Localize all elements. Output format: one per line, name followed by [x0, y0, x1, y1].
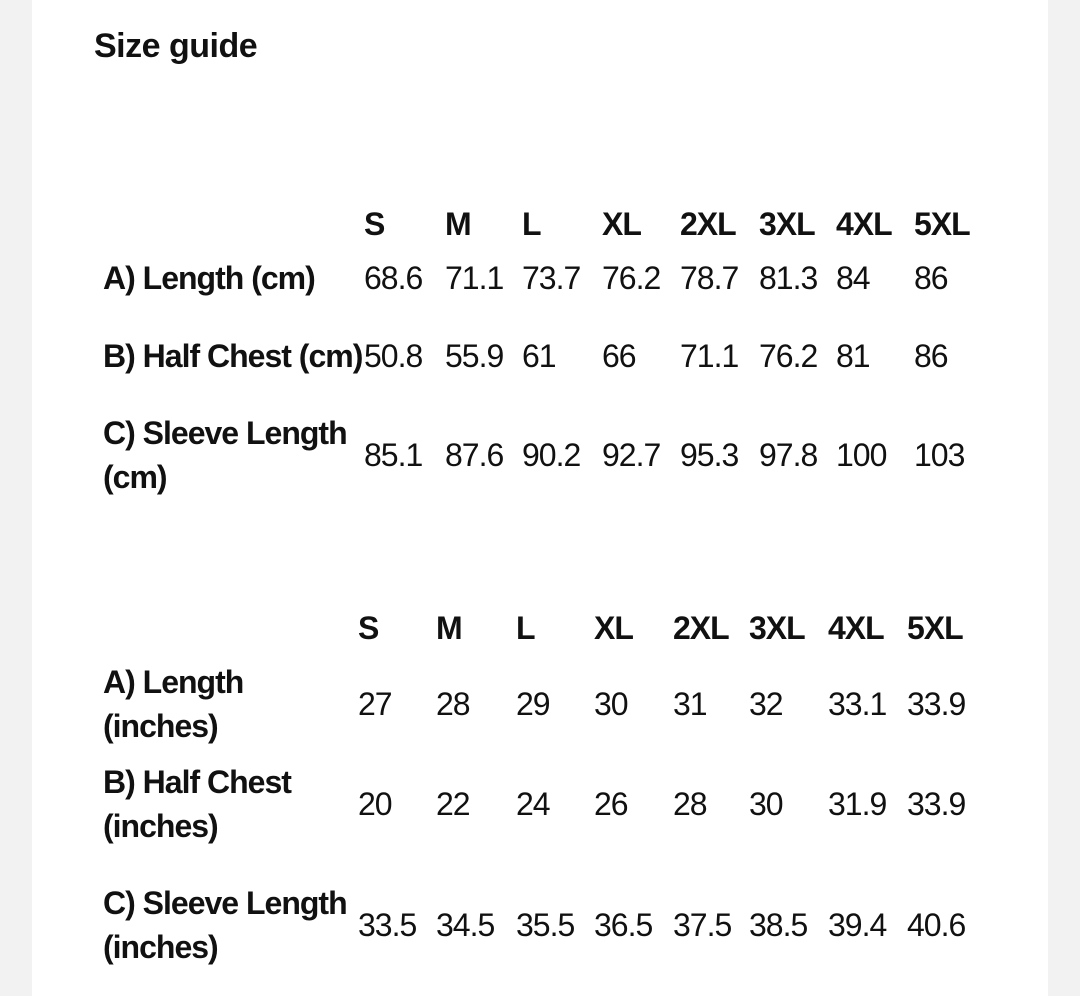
size-header: 4XL	[836, 205, 892, 242]
value-cell: 73.7	[522, 259, 581, 296]
measurement-row-sleeve-length	[103, 854, 997, 996]
value-cell: 27	[358, 685, 392, 722]
corner-cell	[103, 602, 358, 654]
measurement-row-sleeve-length	[103, 406, 1004, 504]
value-cell: 71.1	[445, 259, 504, 296]
size-header: L	[522, 205, 541, 242]
size-table-inches	[103, 602, 997, 996]
row-label: B) Half Chest (cm)	[103, 338, 363, 374]
value-cell: 33.1	[828, 685, 887, 722]
size-header: 5XL	[914, 205, 970, 242]
measurement-row-length	[103, 654, 997, 754]
size-header: 3XL	[759, 205, 815, 242]
value-cell: 33.9	[907, 785, 966, 822]
value-cell: 84	[836, 259, 870, 296]
value-cell: 33.9	[907, 685, 966, 722]
value-cell: 81.3	[759, 259, 818, 296]
measurement-row-length	[103, 250, 1004, 306]
value-cell: 103	[914, 436, 965, 473]
size-header: 5XL	[907, 609, 963, 646]
value-cell: 68.6	[364, 259, 423, 296]
value-cell: 32	[749, 685, 783, 722]
size-header: XL	[594, 609, 633, 646]
value-cell: 76.2	[602, 259, 661, 296]
size-header: S	[358, 609, 379, 646]
row-label: C) Sleeve Length (cm)	[103, 415, 347, 495]
value-cell: 78.7	[680, 259, 739, 296]
size-header: 2XL	[673, 609, 729, 646]
row-label: A) Length (cm)	[103, 260, 315, 296]
value-cell: 55.9	[445, 337, 504, 374]
value-cell: 87.6	[445, 436, 504, 473]
size-header: M	[436, 609, 462, 646]
value-cell: 81	[836, 337, 870, 374]
size-header: XL	[602, 205, 641, 242]
value-cell: 92.7	[602, 436, 661, 473]
value-cell: 39.4	[828, 906, 887, 943]
size-header: 2XL	[680, 205, 736, 242]
value-cell: 28	[436, 685, 470, 722]
value-cell: 34.5	[436, 906, 495, 943]
page-title: Size guide	[94, 27, 258, 65]
value-cell: 90.2	[522, 436, 581, 473]
value-cell: 30	[749, 785, 783, 822]
value-cell: 37.5	[673, 906, 732, 943]
value-cell: 28	[673, 785, 707, 822]
value-cell: 29	[516, 685, 550, 722]
size-header-row	[103, 602, 997, 654]
value-cell: 86	[914, 259, 948, 296]
value-cell: 35.5	[516, 906, 575, 943]
value-cell: 95.3	[680, 436, 739, 473]
value-cell: 66	[602, 337, 636, 374]
value-cell: 71.1	[680, 337, 739, 374]
value-cell: 26	[594, 785, 628, 822]
measurement-row-half-chest	[103, 306, 1004, 406]
value-cell: 38.5	[749, 906, 808, 943]
size-header: L	[516, 609, 535, 646]
size-header: S	[364, 205, 385, 242]
size-guide-card	[32, 0, 1048, 996]
row-label: C) Sleeve Length (inches)	[103, 885, 347, 965]
row-label: A) Length (inches)	[103, 664, 244, 744]
value-cell: 61	[522, 337, 556, 374]
size-header: M	[445, 205, 471, 242]
size-header: 4XL	[828, 609, 884, 646]
value-cell: 40.6	[907, 906, 966, 943]
value-cell: 22	[436, 785, 470, 822]
value-cell: 36.5	[594, 906, 653, 943]
value-cell: 86	[914, 337, 948, 374]
value-cell: 30	[594, 685, 628, 722]
value-cell: 76.2	[759, 337, 818, 374]
size-header: 3XL	[749, 609, 805, 646]
value-cell: 50.8	[364, 337, 423, 374]
value-cell: 33.5	[358, 906, 417, 943]
value-cell: 85.1	[364, 436, 423, 473]
corner-cell	[103, 198, 364, 250]
size-header-row	[103, 198, 1004, 250]
value-cell: 31	[673, 685, 707, 722]
row-label: B) Half Chest (inches)	[103, 764, 291, 844]
measurement-row-half-chest	[103, 754, 997, 854]
value-cell: 100	[836, 436, 887, 473]
value-cell: 20	[358, 785, 392, 822]
value-cell: 97.8	[759, 436, 818, 473]
size-table-cm	[103, 198, 1004, 504]
value-cell: 24	[516, 785, 550, 822]
value-cell: 31.9	[828, 785, 887, 822]
